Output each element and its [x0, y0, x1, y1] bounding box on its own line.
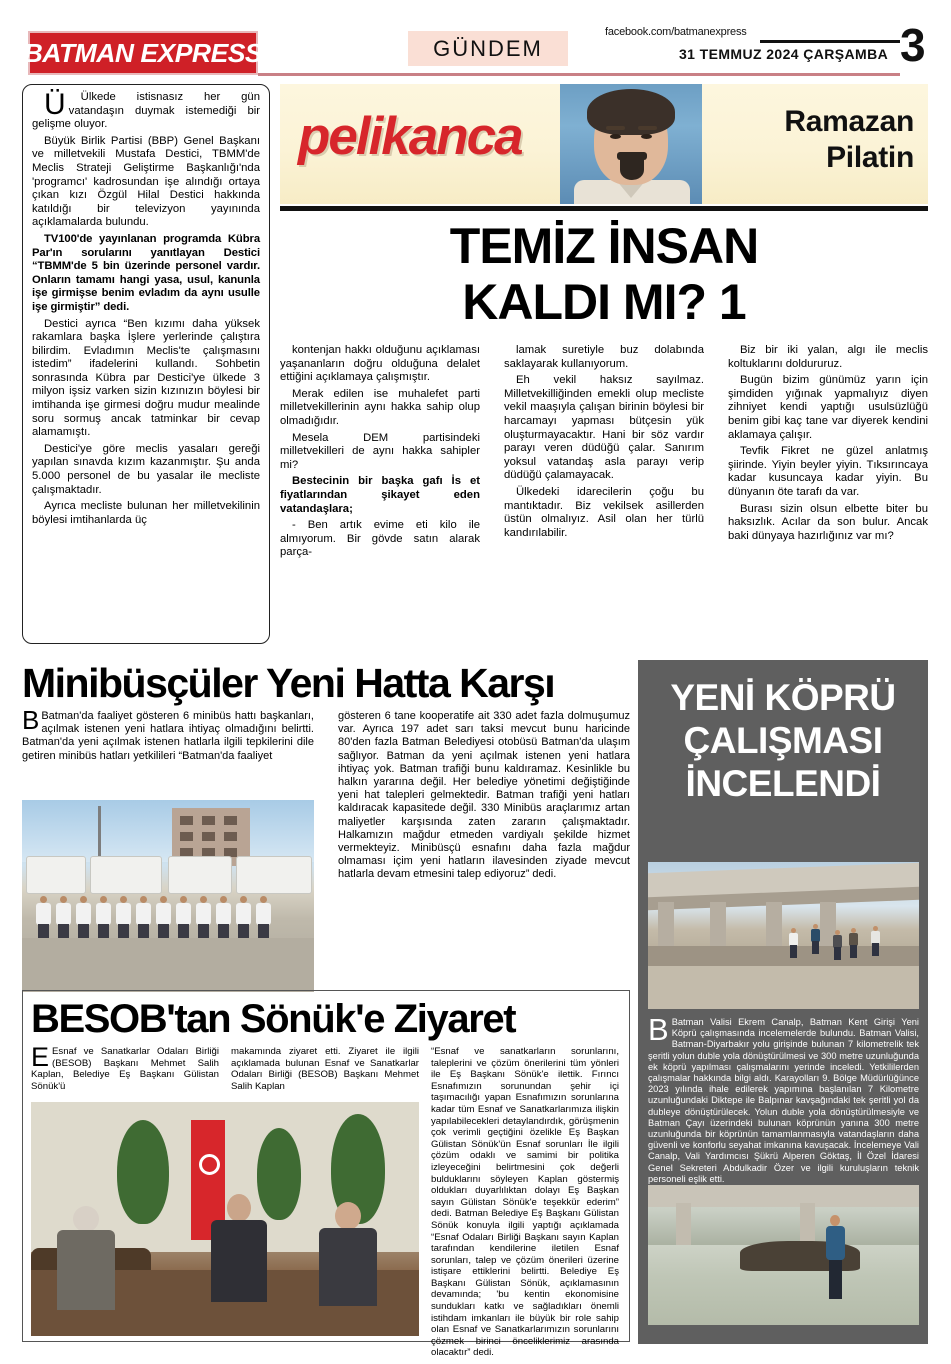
- besob-article: [22, 990, 630, 1359]
- photo-official: [832, 930, 844, 960]
- op-c3-p4: Burası sizin olsun elbette biter bu haksızlık. Acılar da son bulur. Ancak baki dünyaya hazırlığınız var mı?: [728, 502, 928, 542]
- bridge-headline-line-2: ÇALIŞMASI: [683, 720, 883, 761]
- besob-headline: BESOB'tan Sönük'e Ziyaret: [31, 997, 516, 1041]
- photo-minibus: [26, 856, 86, 894]
- photo-person: [256, 896, 271, 938]
- portrait-eye-left: [610, 134, 621, 139]
- op-c3-p1: Biz bir iki yalan, algı ile meclis koltuklarını doldururuz.: [728, 344, 928, 370]
- banner-rule: [280, 206, 928, 211]
- besob-lead-text: Esnaf ve Sanatkarlar Odaları Birliği (BESOB) Başkanı Mehmet Salih Kaplan, Belediye Eş Başkanı Gülistan Sönük'ü: [31, 1046, 219, 1092]
- besob-column-3: [431, 1046, 619, 1362]
- portrait-brow-left: [606, 126, 625, 130]
- bridge-paragraph: [648, 1012, 919, 1185]
- section-badge: [408, 31, 568, 66]
- besob-p2: makamında ziyaret etti. Ziyaret ile ilgili açıklamada bulunan Esnaf ve Sanatkarlar Odaları Birliği (BESOB) Başkanı Mehmet Salih Kaplan: [231, 1046, 419, 1092]
- photo-governor: [824, 1215, 846, 1299]
- author-name: [784, 104, 914, 176]
- besob-column-1: [31, 1042, 219, 1095]
- masthead-divider: [258, 73, 900, 76]
- drop-cap: B: [22, 705, 40, 735]
- intro-paragraph-3: Destici ayrıca “Ben kızımı daha yüksek rakamlara başka İşlere yerlerinde çalıştıra bilirdim. Evladımın Meclis'te çalışmasını istedim” ifadelerini kullandı. Sohbetin sonrasında Kübra par Destici'ye ülkede 3 milyon işsiz varken sizin kızınızın böylesi bir imtihanda işe girmesi doğru mudur mealinde soru sormuş ancak tatminkar bir cevap alamamıştı.: [32, 317, 260, 439]
- bridge-headline-line-3: İNCELENDİ: [685, 763, 881, 804]
- photo-person: [176, 896, 191, 938]
- photo-minibus: [236, 856, 312, 894]
- logo-text: BATMAN EXPRESS: [23, 37, 263, 68]
- portrait-eye-right: [641, 134, 652, 139]
- op-c1-p1: kontenjan hakkı olduğunu açıklaması yaşananların doğru olduğuna delalet ettiğini açıklamaya çalışmıştır.: [280, 344, 480, 384]
- besob-lead: [31, 1042, 219, 1092]
- besob-column-2: [231, 1046, 419, 1095]
- author-last-name: Pilatin: [826, 141, 914, 174]
- portrait-hair: [587, 89, 675, 135]
- intro-paragraph-bold: TV100'de yayınlanan programda Kübra Par'ın sorularını yanıtlayan Destici “TBMM'de 5 bin üzerinde personel vardır. Onların tamamı hangi yasa, usul, kanunla işe girmişse benim evladım da aynı usulle işe girmiştir” dedi.: [32, 232, 260, 313]
- header-rule: [760, 40, 900, 43]
- intro-text-1: Ülkede istisnasız her gün vatandaşın duymak istemediği bir gelişme oluyor.: [32, 91, 260, 131]
- section-label: GÜNDEM: [433, 35, 543, 61]
- photo-ground: [22, 938, 314, 992]
- facebook-handle[interactable]: facebook.com/batmanexpress: [605, 26, 747, 38]
- portrait-mustache: [617, 152, 647, 160]
- bridge-headline: [648, 676, 918, 805]
- besob-photo: [31, 1102, 419, 1336]
- bridge-paragraph-text: Batman Valisi Ekrem Canalp, Batman Kent Girişi Yeni Köprü çalışmasında incelemelerde bulundu. Batman Valisi, Batman-Diyarbakır yolu girişinde bulunan 7 kilometrelik tek şeritli yolun duble yola dönüştürülmesi ve 300 metre uzunluğunda ek köprü yapılması çalışmalarını yerinde inceledi. Yetkililerden çalışmalar hakkında bilgi aldı. Karayolları 9. Bölge Müdürlüğünce 2023 yılında ihale edilerek yapımına başlanılan 7 Kilometre uzunluğundaki Diktepe ile Balpınar kavşağındaki tek şeritli yol da dubleye dönüştürülecek. Yolun duble yola dönüştürülmesiyle ve Batman Çayı üzerindeki bulunan köprünün yanına 300 metre uzunluğunda bir köprünün tamamlanmasıyla vatandaşların daha güvenli ve konforlu seyahat imkanına kavuşacak. İncelemeye Vali Canalp, Vali Yardımcısı Şükrü Alperen Göktaş, İl Özel İdaresi Genel Sekreteri Abdulkadir Özer ve ilgili kuruluşların teknik personeli eşlik etti.: [648, 1017, 919, 1184]
- opinion-column-3: [728, 344, 928, 644]
- minibus-photo: [22, 800, 314, 992]
- minibus-quote: gösteren 6 tane kooperatife ait 330 adet fazla dolmuşumuz var. Ayrıca 197 adet sarı taksi mevcut bunu haricinde 80'den fazla Batman Belediyesi otobüsü Batman'da ulaşım sağlıyor. Batman da yeni açılmak istenen yeni hatlara ihtiyaç yok. Batman trafiği bunu kaldıramaz. Kesinlikle bu halkın yararına değil. Her belediye yönetimi değiştiğinde yeni hat talepleri gelmektedir. Batman trafiği yeni hatları kaldıracak kapasitede değil. 330 Minibüs araçlarımız artan maliyetler karşısında zaten zararın çalışmaktadır. Halkamızın mağdur etmeden vardiyalı şekilde hizmet vermekteyiz. Minibüsçü esnafını daha fazla mağdur olmaması içim yeni hatların ilavesinden ziyade mevcut hatlarla devam etmesini talep ediyoruz” dedi.: [338, 710, 630, 881]
- column-banner: [280, 84, 928, 204]
- intro-paragraph-5: Ayrıca mecliste bulunan her milletvekilinin böylesi imtihanlarda üç: [32, 500, 260, 526]
- photo-person: [56, 896, 71, 938]
- op-c1-p2: Merak edilen ise muhalefet parti milletvekillerinin aynı hakka sahip olup olmadığıdır.: [280, 387, 480, 427]
- minibus-lead: [22, 705, 314, 763]
- opinion-columns: [280, 344, 928, 644]
- portrait-brow-right: [638, 126, 657, 130]
- photo-official: [870, 926, 882, 959]
- opinion-column-2: [504, 344, 704, 644]
- column-brand: pelikanca: [298, 107, 522, 166]
- op-c2-p3: Ülkedeki idarecilerin çoğu bu mantıktadır. Biz vekilsek asillerden üstün olmalıyız. Asil olan her türlü kandırılabilir.: [504, 485, 704, 539]
- newspaper-logo[interactable]: [23, 31, 263, 75]
- portrait-beard: [620, 160, 644, 180]
- photo-sky: [22, 800, 314, 862]
- op-c1-p4: - Ben artık evime eti kilo ile almıyorum. Bir gövde satın alarak parça-: [280, 519, 480, 559]
- intro-paragraph-1: [32, 88, 260, 132]
- publication-date: 31 TEMMUZ 2024 ÇARŞAMBA: [679, 46, 889, 62]
- minibus-article: [22, 660, 630, 980]
- op-c1-bold: Bestecinin bir başka gafı İs et fiyatlarından şikayet eden vatandaşlara;: [280, 475, 480, 515]
- op-c3-p2: Bugün bizim günümüz yarın için şimdiden yığınak yapmalıyız diyen zihniyet kendi yaptığı usulsüzlüğü benim gibi kaç tane var diyerek kendini aklamaya çalışır.: [728, 374, 928, 441]
- headline-line-1: TEMİZ İNSAN: [449, 218, 759, 274]
- minibus-column-left: [22, 705, 314, 766]
- photo-pier: [658, 902, 674, 948]
- opinion-headline: [280, 218, 928, 330]
- op-c1-p3: Mesela DEM partisindeki milletvekilleri de aynı hakka sahipler mi?: [280, 431, 480, 471]
- op-c3-p3: Tevfik Fikret ne güzel anlatmış şiirinde. Yiyin beyler yiyin. Tıksırıncaya kadar kusuncaya kadar yiyin. Bu dünyanın öte tarafı da var.: [728, 445, 928, 498]
- photo-person: [196, 896, 211, 938]
- photo-official: [810, 924, 822, 958]
- minibus-column-right: [338, 710, 630, 885]
- photo-official: [848, 928, 860, 959]
- photo-person: [236, 896, 251, 938]
- bridge-photo-top: [648, 862, 919, 1009]
- opinion-column-1: [280, 344, 480, 644]
- photo-person-center: [209, 1194, 271, 1336]
- masthead: [0, 0, 951, 78]
- photo-person: [76, 896, 91, 938]
- photo-person-left: [53, 1206, 119, 1336]
- photo-person: [216, 896, 231, 938]
- photo-pier: [766, 902, 782, 948]
- photo-official: [788, 928, 800, 960]
- drop-cap: E: [31, 1042, 50, 1072]
- photo-pier: [676, 1203, 691, 1249]
- photo-person: [96, 896, 111, 938]
- drop-cap: Ü: [44, 88, 66, 121]
- photo-minibus: [168, 856, 232, 894]
- headline-line-2: KALDI MI? 1: [462, 274, 746, 330]
- author-portrait: [560, 84, 702, 204]
- op-c2-p2: Eh vekil haksız sayılmaz. Milletvekilliğinden emekli olup mecliste vekil maaşıyla çalışan birinin böylesi bir harcamayı yapması bütçesin yük oluşturmayacaktır. Hani bir söz vardır parayı veren düdüğü çalar. Sanırım yoksul vatandaş asla parayı verip düdüğü çalamayacak.: [504, 374, 704, 482]
- drop-cap: B: [648, 1012, 669, 1047]
- author-first-name: Ramazan: [784, 105, 914, 138]
- op-c2-p1: lamak suretiyle buz dolabında saklayarak kullanıyorum.: [504, 344, 704, 370]
- photo-plant: [117, 1120, 169, 1224]
- photo-person: [136, 896, 151, 938]
- besob-p3: “Esnaf ve sanatkarların sorunlarını, taleplerini ve çözüm önerilerini tüm yönleri ile Eş Başkanı Sönük'e ilettik. Fırıncı Esnafımızın sorunundan şehir içi taşımacılığı yapan Esnafımızın sorunlarına kadar tüm Esnaf ve Sanatkarlarımıza ilişkin yapılabilecekleri detaylandırdık, görüşmenin çok verimli geçtiğini özelikle Eş Başkan Gülistan Sönük'ün Esnaf sorunları İle ilgili çözüm odaklı ve samimi bir politika izleyeceğini belirtmesini çok değerli bulduklarını söyleyen Kaplan göstermiş oldukları duyarlılıktan dolayı Eş Başkan sayın Gülistan Sönük'e teşekkür ederim” dedi. Batman Belediye Eş Başkanı Gülistan Sönük konuyla ilgili yaptığı açıklamada “Esnaf Odaları Birliği Başkanı sayın Kaplan tarafından kendilerine iletilen Esnaf sorunları, talep ve çözüm önerileri üzerine istişare ettiklerini belirtti. Belediye Eş Başkanı Gülistan Sönük, açıklamasının devamında; 'bu kentin ekonomisine sundukları katkı ve sağladıkları önemli istihdam imkanları ile büyük bir role sahip olan Esnaf ve Sanatkarlarımızın sorunlarını çözmek birinci önceliklerimiz arasında olacaktır” dedi.: [431, 1046, 619, 1359]
- photo-person: [36, 896, 51, 938]
- photo-person: [116, 896, 131, 938]
- photo-person: [156, 896, 171, 938]
- besob-body: [31, 1042, 621, 1359]
- bridge-headline-line-1: YENİ KÖPRÜ: [670, 677, 896, 718]
- opinion-article: [22, 84, 928, 644]
- bridge-body-text: [648, 1012, 919, 1185]
- photo-person-right: [315, 1202, 381, 1336]
- photo-pier: [710, 902, 726, 948]
- page-number: 3: [900, 19, 926, 71]
- intro-paragraph-2: Büyük Birlik Partisi (BBP) Genel Başkanı ve milletvekili Mustafa Destici, TBMM'de Meclis Strateji Geliştirme Başkanlığı'nda 'programcı' kadrosundan işe alındığı ortaya çıkan kızı Özgül Hilal Destici hakkında katıldığı bir televizyon yayınında açıklamalarda bulundu.: [32, 134, 260, 229]
- photo-minibus: [90, 856, 162, 894]
- photo-road: [648, 966, 919, 1009]
- bridge-photo-bottom: [648, 1185, 919, 1325]
- minibus-lead-text: Batman'da faaliyet gösteren 6 minibüs hattı başkanları, açılmak istenen yeni hatlara ihtiyaç olmadığını belirtti. Batman'da yeni açılmak istenen hatlarla ilgili tepkilerini dile getiren minibüs hatları yetkilileri “Batman'da faaliyet: [22, 710, 314, 762]
- minibus-headline: Minibüsçüler Yeni Hatta Karşı: [22, 660, 555, 706]
- intro-paragraph-4: Destici'ye göre meclis yasaları gereği yapılan sınavda kızım kazanmıştır. Şu anda 5.000 personel de bu yasalar ile mecliste çalışmaktadır.: [32, 442, 260, 496]
- opinion-intro-box: [22, 84, 270, 644]
